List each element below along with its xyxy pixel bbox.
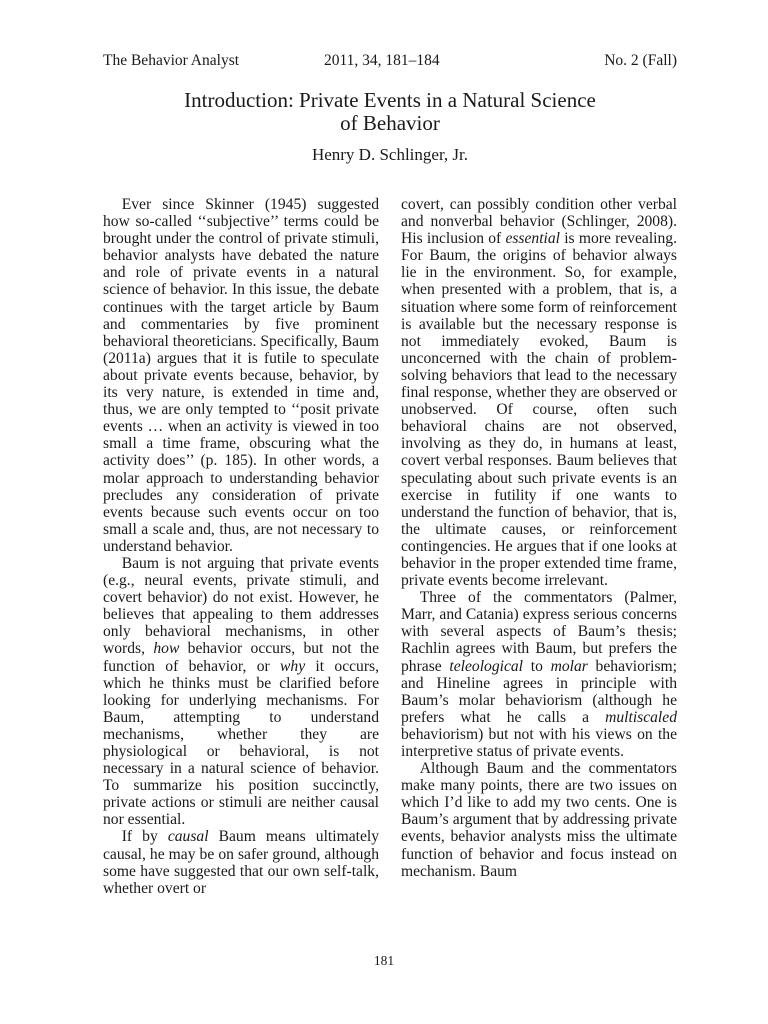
paragraph: covert, can possibly condition other verbal and nonverbal behavior (Schlinger, 2008). His inclusion of essential is more revealing. For Baum, the origins of behavior always lie in the environment. So, for example, when presented with a problem, that is, a situation where some form of reinforcement is available but the necessary response is not immediately evoked, Baum is unconcerned with the chain of problem-solving behaviors that lead to the necessary final response, whether they are observed or unobserved. Of course, often such behavioral chains are not observed, involving as they do, in humans at least, covert verbal responses. Baum believes that speculating about such private events is an exercise in futility if one wants to understand the function of behavior, that is, the ultimate causes, or reinforcement contingencies. He argues that if one looks at behavior in the proper extended time frame, private events become irrelevant. — [401, 196, 677, 590]
italic-term: multiscaled — [605, 708, 677, 726]
italic-term: causal — [167, 828, 209, 846]
paragraph: Baum is not arguing that private events (e.g., neural events, private stimuli, and covert behavior) do not exist. However, he believes that appealing to them addresses only behavioral mechanisms, in other words, how behavior occurs, but not the function of behavior, or why it occurs, which he thinks must be clarified before looking for underlying mechanisms. For Baum, attempting to understand mechanisms, whether they are physiological or behavioral, is not necessary in a natural science of behavior. To summarize his position succinctly, private actions or stimuli are neither causal nor essential. — [103, 554, 379, 829]
italic-term: teleological — [449, 657, 524, 675]
journal-citation: 2011, 34, 181–184 — [324, 52, 440, 69]
article-title — [103, 89, 677, 135]
journal-name: The Behavior Analyst — [103, 52, 240, 69]
italic-term: molar — [550, 657, 588, 675]
left-column — [103, 196, 379, 897]
author-name: Henry D. Schlinger, Jr. — [311, 145, 469, 164]
italic-term: essential — [505, 230, 561, 248]
journal-issue: No. 2 (Fall) — [604, 52, 677, 69]
paragraph: If by causal Baum means ultimately causal, he may be on safer ground, although some have suggested that our own self-talk, whether overt or — [103, 828, 379, 897]
right-column — [401, 196, 677, 880]
paragraph: Three of the commentators (Palmer, Marr, and Catania) express serious concerns with several aspects of Baum’s thesis; Rachlin agrees with Baum, but prefers the phrase teleological to molar behaviorism; and Hineline agrees in principle with Baum’s molar behaviorism (although he prefers what he calls a multiscaled behaviorism) but not with his views on the interpretive status of private events. — [401, 589, 677, 760]
article-title-line-1: Introduction: Private Events in a Natural Science — [184, 88, 596, 112]
italic-term: how — [153, 640, 180, 658]
paragraph: Ever since Skinner (1945) suggested how so-called ‘‘subjective’’ terms could be brought under the control of private stimuli, behavior analysts have debated the nature and role of private events in a natural science of behavior. In this issue, the debate continues with the target article by Baum and commentaries by five prominent behavioral theoreticians. Specifically, Baum (2011a) argues that it is futile to speculate about private events because, behavior, by its very nature, is extended in time and, thus, we are only tempted to ‘‘posit private events … when an activity is viewed in too small a time frame, obscuring what the activity does’’ (p. 185). In other words, a molar approach to understanding behavior precludes any consideration of private events because such events occur on too small a scale and, thus, are not necessary to understand behavior. — [103, 196, 379, 555]
page-number: 181 — [373, 953, 395, 968]
italic-term: why — [280, 657, 306, 675]
running-head — [103, 52, 677, 72]
paragraph: Although Baum and the commentators make many points, there are two issues on which I’d like to add my two cents. One is Baum’s argument that by addressing private events, behavior analysts miss the ultimate function of behavior and focus instead on mechanism. Baum — [401, 760, 677, 880]
article-title-line-2: of Behavior — [340, 111, 440, 135]
